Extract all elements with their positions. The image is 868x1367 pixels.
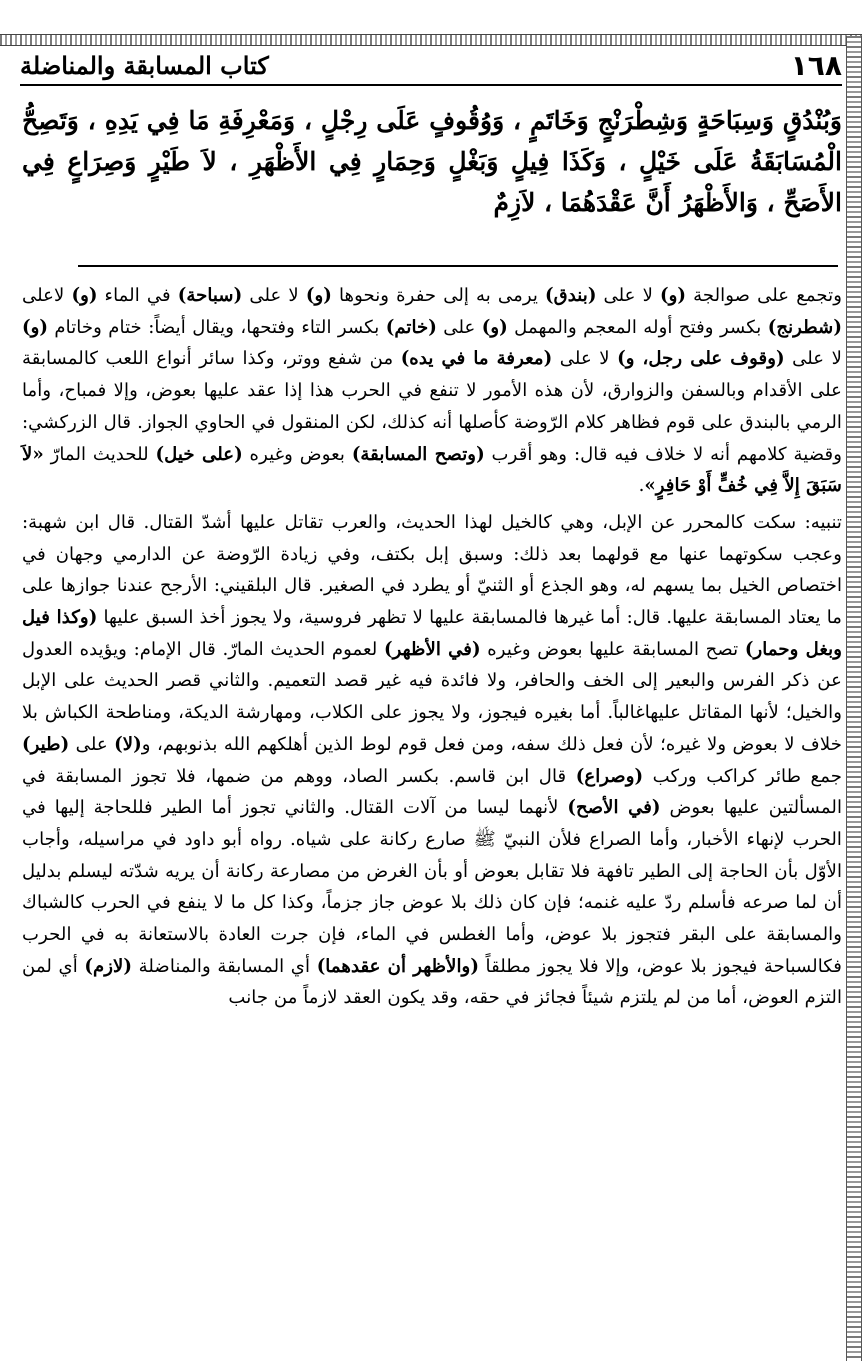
bold-term: (و) [22, 316, 48, 338]
bold-term: (على خيل) [155, 443, 243, 465]
bold-term: (وتصح المسابقة) [351, 443, 485, 465]
text-run: أي المسابقة والمناضلة [132, 955, 317, 977]
text-run: . [638, 475, 645, 497]
text-run: لا على [552, 348, 618, 370]
text-run: لا على [596, 285, 661, 306]
commentary-paragraph-1 [22, 280, 842, 502]
text-run: لا على [242, 285, 306, 306]
bold-term: (خاتم) [385, 316, 437, 338]
bold-term: (و) [71, 285, 98, 306]
bold-term: (و) [305, 285, 332, 306]
text-run: لا على [784, 348, 843, 370]
text-run: بكسر وفتح أوله المعجم والمهمل [507, 316, 768, 338]
text-run: تنبيه: سكت كالمحرر عن الإبل، وهي كالخيل لهذا الحديث، والعرب تقاتل عليها أشدّ القتال. قال ابن شهبة: وعجب سكوتهما عنها مع قولهما بعد ذلك: وسبق إبل بكتف، وفي زيادة الرّوضة عن الدارمي وجهان في اختصاص الخيل بما يسهم له، وهو الجذع أو الثنيّ أو يطرد في الصغير. قال البلقيني: الأرجح عندنا جوازها على ما يعتاد المسابقة عليها. قال: أما غيرها فالمسابقة عليها لا تظهر فروسية، ولا يجوز أخذ السبق عليها [22, 511, 842, 629]
text-run: قال ابن قاسم. بكسر الصاد، ووهم من ضمها، فلا تجوز المسابقة في المسألتين عليها بعوض [22, 765, 843, 819]
text-run: يرمى به إلى حفرة ونحوها [331, 285, 545, 306]
bold-term: (وصراع) [575, 765, 644, 787]
running-title: كتاب المسابقة والمناضلة [20, 50, 269, 80]
text-run: لاعلى [22, 285, 72, 306]
bold-term: (وكذا فيل وبغل وحمار) [22, 607, 843, 660]
page-header [20, 46, 842, 86]
matn-text [22, 100, 842, 223]
text-run: لأنهما ليسا من آلات القتال. والثاني تجوز أما الطير فللحاجة إليها في الحرب لإنهاء الأخبار، وأما الصراع فلأن النبيّ ﷺ صارع ركانة على شياه. رواه أبو داود في مراسيله، وأجاب الأوّل بأن الحاجة إلى الطير تافهة فلا تقابل بعوض أو بأن الغرض من مصارعة ركانة أن يريه شدّته ليسلم بدليل أن لما صرعه فأسلم ردّ عليه غنمه؛ فإن كان ذلك بلا عوض جاز جزماً، وكذا كل ما لا ينفع في الحرب كالشباك والمسابقة على البقر فتجوز بلا عوض، وأما الغطس في الماء، فإن جرت العادة بالاستعانة به في الحرب فكالسباحة فيجوز بلا عوض، وإلا فلا يجوز مطلقاً [22, 797, 842, 977]
bold-term: (لازم) [84, 955, 133, 977]
commentary-paragraph-2 [22, 507, 842, 1014]
right-border-ornament [846, 36, 862, 1361]
text-run: تصح المسابقة عليها بعوض وغيره [480, 638, 745, 660]
footnote-divider [78, 265, 838, 267]
text-run: بعوض وغيره [242, 443, 352, 465]
bold-term: (لا) [114, 733, 142, 755]
bold-term: (والأظهر أن عقدهما) [316, 955, 479, 977]
text-run: أي لمن التزم العوض، أما من لم يلتزم شيئاً فجائز في حقه، وقد يكون العقد لازماً من جانب [22, 955, 842, 1009]
bold-term: (و) [481, 316, 508, 338]
text-run: جمع طائر كراكب وركب [643, 765, 842, 787]
text-run: لعموم الحديث المارّ. قال الإمام: ويؤيده العدول عن ذكر الفرس والبعير إلى الخف والحافر، ولا فائدة فيه غير قصد التعميم. والثاني قصر الحديث على الإبل والخيل؛ لأنها المقاتل عليهاغالباً. أما بغيره فيجوز، ولا يجوز على الكلاب، ومهارشة الديكة، ومناطحة الكباش بلا خلاف لا بعوض ولا غيره؛ لأن فعل ذلك سفه، ومن فعل قوم لوط الذين أهلكهم الله بذنوبهم، و [22, 638, 842, 755]
text-run: على [69, 733, 115, 755]
top-border-ornament [0, 34, 862, 46]
text-run: للحديث المارّ [43, 443, 156, 465]
bold-term: «لاَ سَبَقَ إِلاَّ فِي خُفٍّ أَوْ حَافِرٍ» [22, 443, 842, 497]
bold-term: (شطرنج) [767, 316, 842, 338]
bold-term: (و) [660, 285, 687, 306]
bold-term: (في الأظهر) [384, 638, 481, 660]
bold-term: (طير) [22, 733, 70, 755]
text-run: في الماء [97, 285, 178, 306]
text-run: وتجمع على صوالجة [686, 285, 843, 306]
text-run: على [436, 316, 482, 338]
matn-paragraph: وَبُنْدُقٍ وَسِبَاحَةٍ وَشِطْرَنْجٍ وَخَاتَمٍ ، وَوُقُوفٍ عَلَى رِجْلٍ ، وَمَعْرِفَةِ مَا فِي يَدِهِ ، وَتَصِحُّ الْمُسَابَقَةُ عَلَى خَيْلٍ ، وَكَذَا فِيلٍ وَبَغْلٍ وَحِمَارٍ فِي الأَظْهَرِ ، لاَ طَيْرٍ وَصِرَاعٍ فِي الأَصَحِّ ، وَالأَظْهَرُ أَنَّ عَقْدَهُمَا ، لاَزِمٌ [22, 106, 842, 217]
text-run: بكسر التاء وفتحها، ويقال أيضاً: ختام وخاتام [48, 316, 386, 338]
bold-term: (سباحة) [177, 285, 243, 306]
commentary-text [22, 280, 842, 1014]
page-number: ١٦٨ [790, 48, 842, 82]
bold-term: (وقوف على رجل، و) [617, 348, 785, 370]
bold-term: (بندق) [545, 285, 597, 306]
bold-term: (في الأصح) [567, 797, 661, 819]
text-run: من شفع ووتر، وكذا سائر أنواع اللعب كالمسابقة على الأقدام وبالسفن والزوارق، لأن هذه الأمور لا تنفع في الحرب هذا إذا عقد عليها بعوض، وإلا فمباح، وأما الرمي بالبندق على قوم فظاهر كلام الرّوضة كأصلها أنه كذلك، لكن المنقول في الحاوي الجواز. قال الزركشي: وقضية كلامهم أنه لا خلاف فيه قال: وهو أقرب [22, 348, 842, 465]
bold-term: (معرفة ما في يده) [400, 348, 553, 370]
